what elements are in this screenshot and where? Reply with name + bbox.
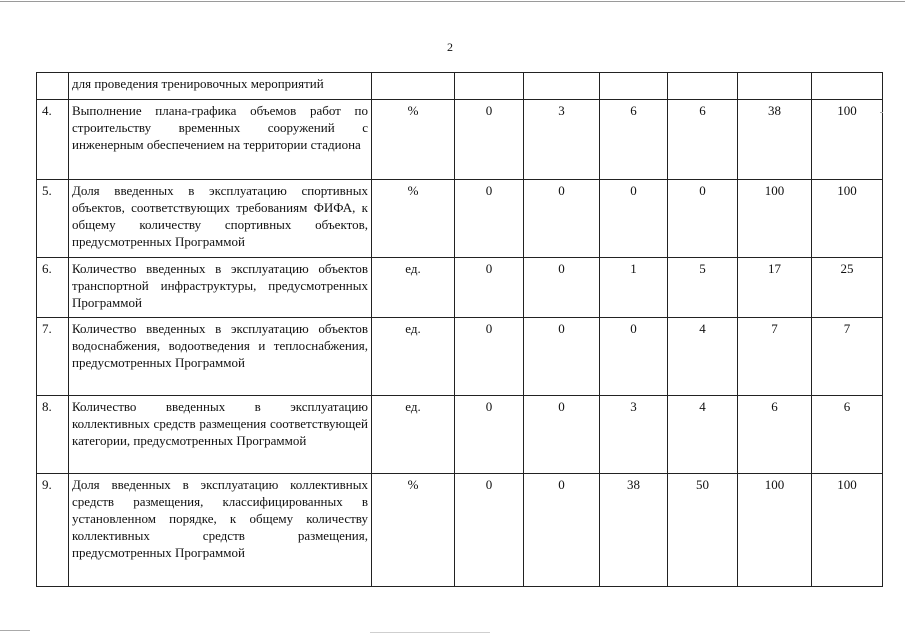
- table-row: [37, 396, 883, 474]
- value-cell: 1: [600, 258, 668, 318]
- value-cell: [668, 73, 738, 100]
- table-row: [37, 100, 883, 180]
- value-cell: 100: [812, 180, 883, 258]
- indicators-table: [36, 72, 883, 587]
- value-cell: [600, 73, 668, 100]
- indicator-description: Выполнение плана-графика объемов работ по строительству временных сооружений с инженерным обеспечением на территории стадиона: [69, 100, 372, 180]
- value-cell: 6: [600, 100, 668, 180]
- value-cell: 3: [600, 396, 668, 474]
- indicator-description: Количество введенных в эксплуатацию объектов транспортной инфраструктуры, предусмотренных Программой: [69, 258, 372, 318]
- value-cell: 3: [524, 100, 600, 180]
- unit-cell: %: [372, 474, 455, 587]
- indicator-description: Доля введенных в эксплуатацию спортивных объектов, соответствующих требованиям ФИФА, к общему количеству спортивных объектов, предусмотренных Программой: [69, 180, 372, 258]
- value-cell: 7: [738, 318, 812, 396]
- value-cell: 17: [738, 258, 812, 318]
- value-cell: 4: [668, 396, 738, 474]
- row-number: 5.: [37, 180, 69, 258]
- value-cell: 38: [738, 100, 812, 180]
- page-number: 2: [447, 40, 453, 54]
- value-cell: 100: [812, 100, 883, 180]
- value-cell: 0: [455, 396, 524, 474]
- value-cell: 0: [455, 258, 524, 318]
- value-cell: 100: [812, 474, 883, 587]
- value-cell: 0: [524, 318, 600, 396]
- value-cell: [524, 73, 600, 100]
- table-row: [37, 73, 883, 100]
- value-cell: 0: [455, 180, 524, 258]
- unit-cell: ед.: [372, 258, 455, 318]
- unit-cell: ед.: [372, 396, 455, 474]
- indicator-description: Количество введенных в эксплуатацию коллективных средств размещения соответствующей категории, предусмотренных Программой: [69, 396, 372, 474]
- value-cell: 0: [455, 100, 524, 180]
- scan-speck: [370, 632, 490, 633]
- value-cell: [455, 73, 524, 100]
- unit-cell: %: [372, 100, 455, 180]
- indicator-description: Количество введенных в эксплуатацию объектов водоснабжения, водоотведения и теплоснабжения, предусмотренных Программой: [69, 318, 372, 396]
- unit-cell: %: [372, 180, 455, 258]
- value-cell: 0: [524, 474, 600, 587]
- table-row: [37, 474, 883, 587]
- indicator-description: Доля введенных в эксплуатацию коллективных средств размещения, классифицированных в установленном порядке, к общему количеству коллективных средств размещения, предусмотренных Программой: [69, 474, 372, 587]
- value-cell: 6: [738, 396, 812, 474]
- value-cell: [738, 73, 812, 100]
- value-cell: 6: [812, 396, 883, 474]
- value-cell: 6: [668, 100, 738, 180]
- value-cell: 50: [668, 474, 738, 587]
- unit-cell: [372, 73, 455, 100]
- value-cell: 38: [600, 474, 668, 587]
- table-row: [37, 180, 883, 258]
- value-cell: 0: [455, 318, 524, 396]
- row-number: 9.: [37, 474, 69, 587]
- table-row: [37, 258, 883, 318]
- row-number: 6.: [37, 258, 69, 318]
- value-cell: [812, 73, 883, 100]
- value-cell: 0: [600, 318, 668, 396]
- value-cell: 4: [668, 318, 738, 396]
- unit-cell: ед.: [372, 318, 455, 396]
- scan-speck: [880, 112, 883, 113]
- row-number: 4.: [37, 100, 69, 180]
- value-cell: 5: [668, 258, 738, 318]
- value-cell: 0: [524, 258, 600, 318]
- indicator-description: для проведения тренировочных мероприятий: [69, 73, 372, 100]
- value-cell: 0: [455, 474, 524, 587]
- value-cell: 0: [524, 396, 600, 474]
- row-number: 7.: [37, 318, 69, 396]
- value-cell: 100: [738, 180, 812, 258]
- value-cell: 25: [812, 258, 883, 318]
- value-cell: 0: [600, 180, 668, 258]
- top-rule: [0, 1, 905, 2]
- value-cell: 0: [668, 180, 738, 258]
- value-cell: 100: [738, 474, 812, 587]
- scan-speck: [0, 630, 30, 631]
- table-row: [37, 318, 883, 396]
- row-number: 8.: [37, 396, 69, 474]
- value-cell: 7: [812, 318, 883, 396]
- row-number: [37, 73, 69, 100]
- value-cell: 0: [524, 180, 600, 258]
